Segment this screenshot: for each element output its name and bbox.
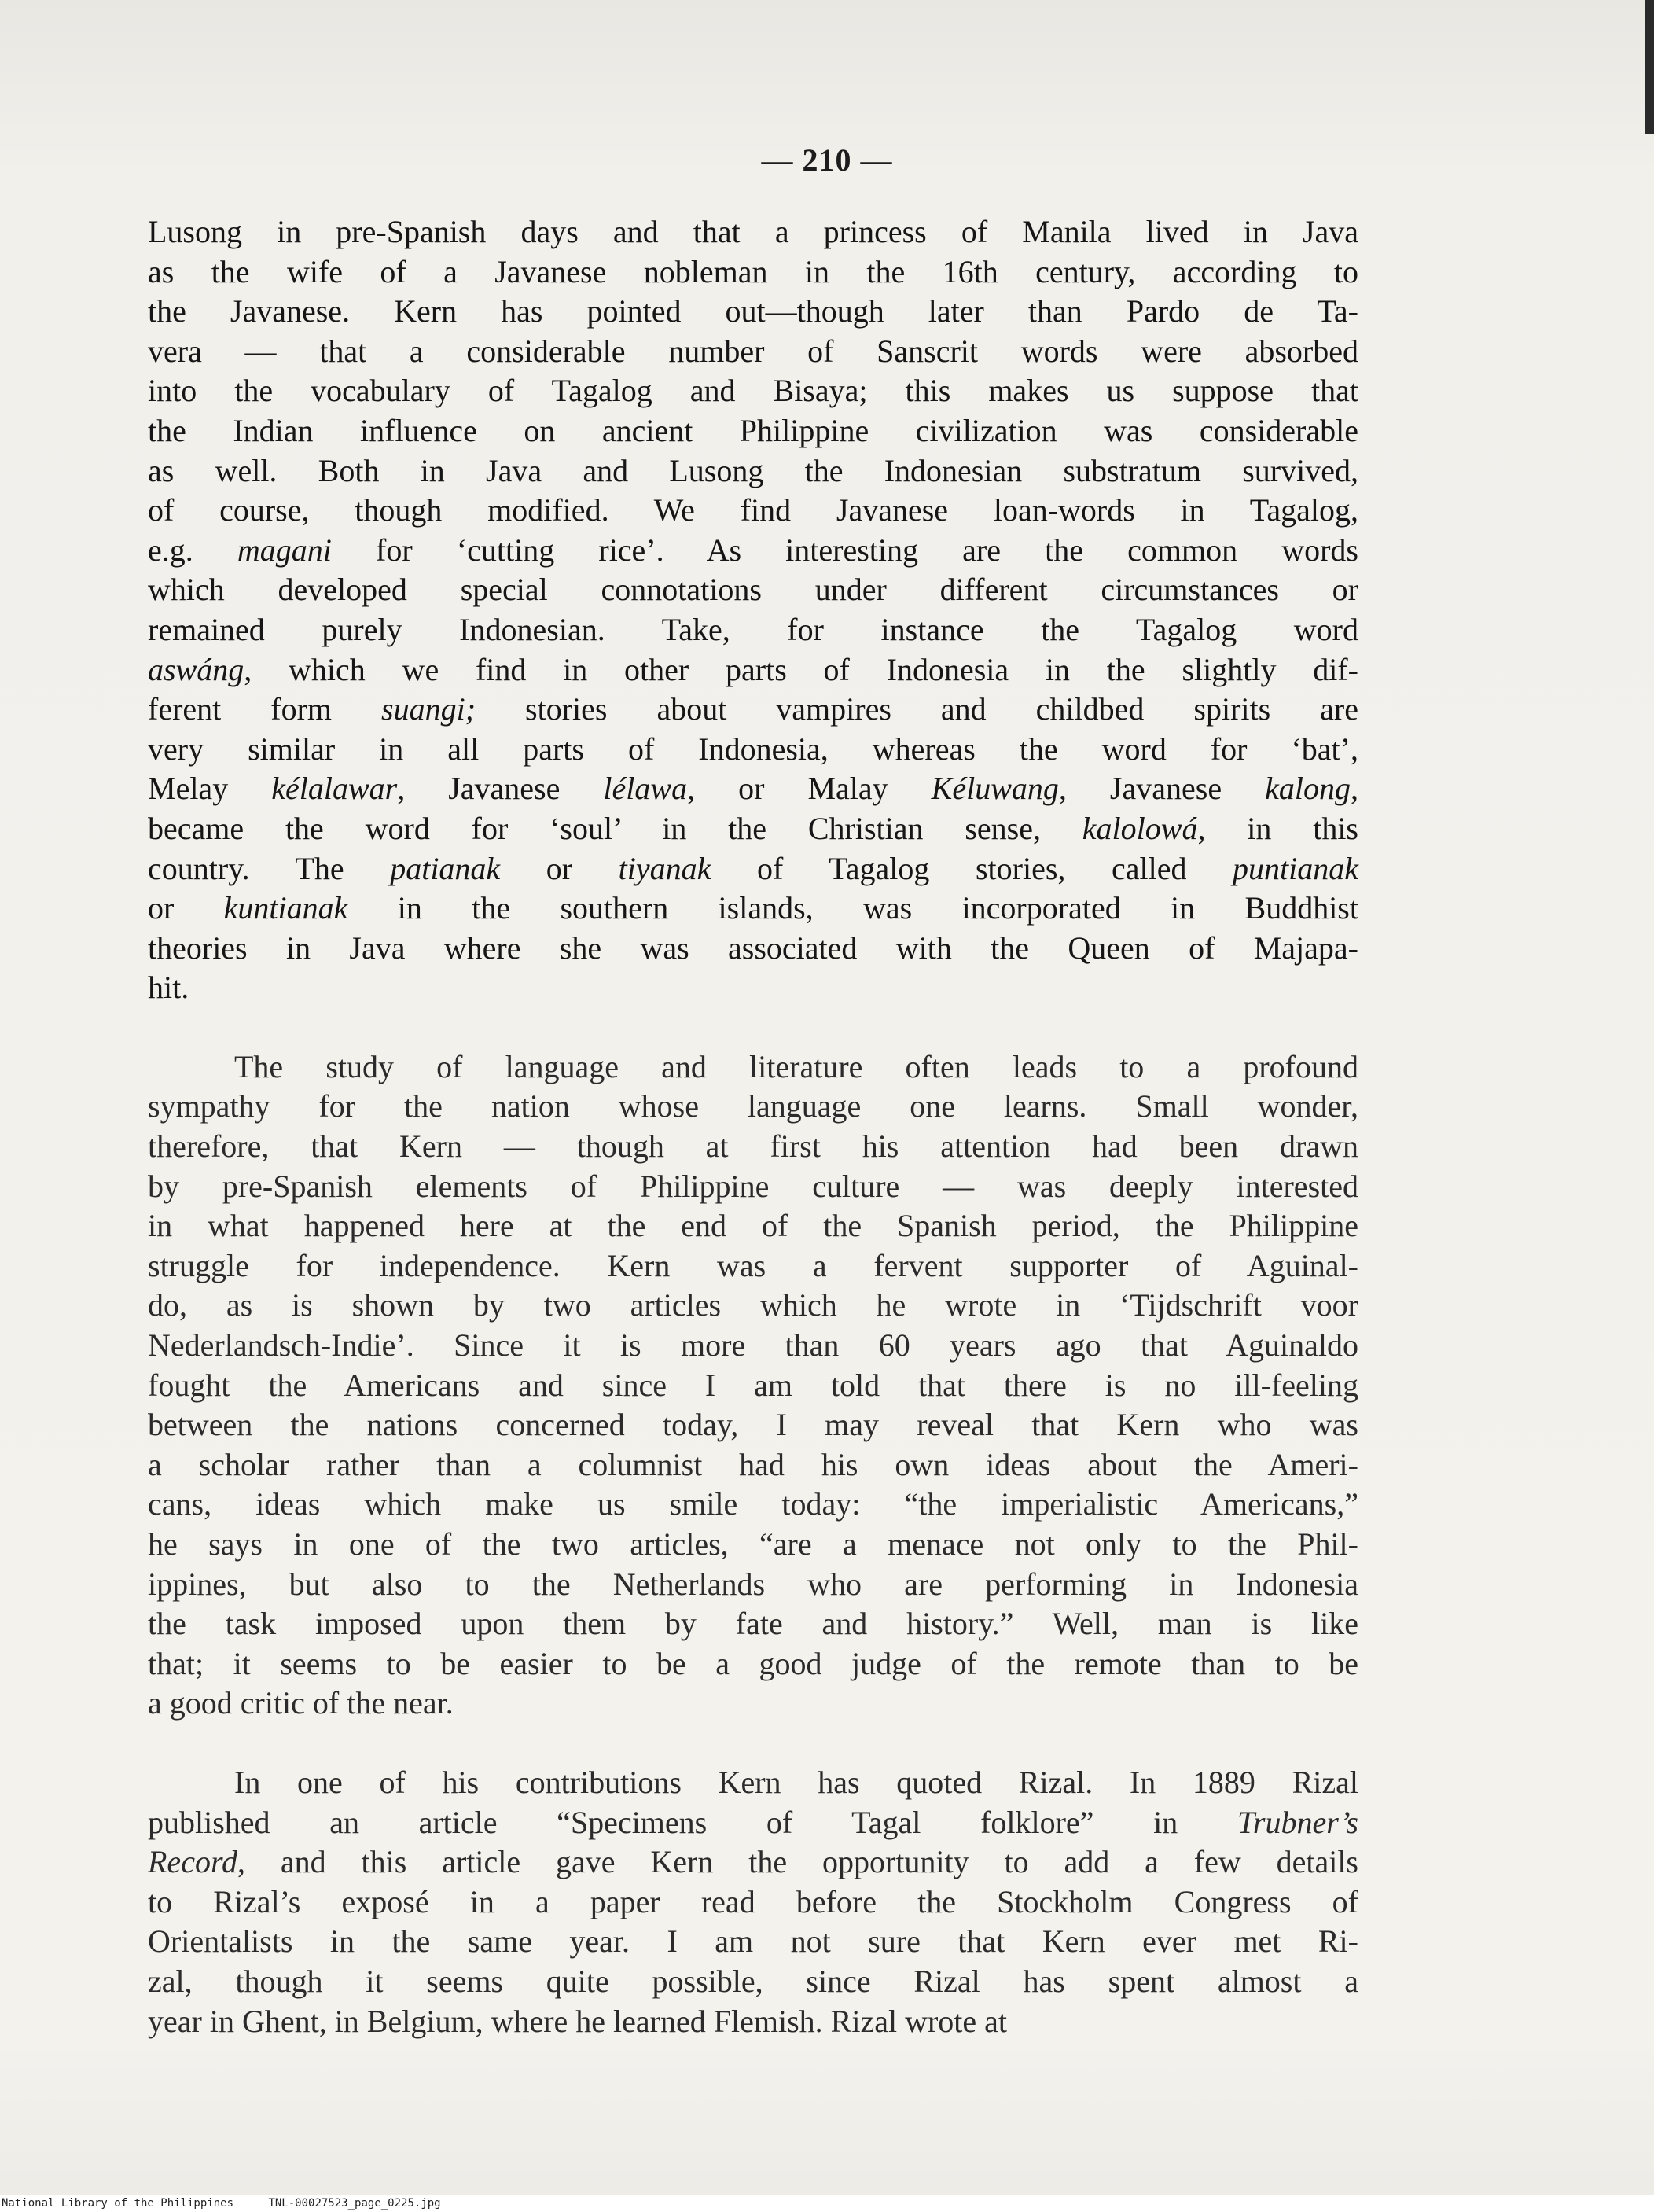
text-run: hit. (148, 970, 189, 1006)
text-line (148, 1206, 1358, 1246)
italic-term: tiyanak (618, 850, 711, 886)
paragraph-3 (148, 1763, 1358, 2041)
footer-filename: TNL-00027523_page_0225.jpg (268, 2197, 441, 2210)
paragraph-gap (148, 1008, 1358, 1047)
text-line (148, 570, 1358, 610)
text-run: ippines, but also to the Netherlands who are performing in Indonesia (148, 1566, 1358, 1602)
text-line (148, 1047, 1358, 1088)
text-line (148, 2002, 1358, 2042)
text-run: theories in Java where she was associated with the Queen of Majapa- (148, 929, 1358, 966)
italic-term: lélawa (603, 771, 688, 807)
italic-term: kélalawar (271, 771, 398, 807)
text-run: became the word for ‘soul’ in the Christian sense, (148, 810, 1082, 846)
text-line (148, 1366, 1358, 1406)
text-run: as well. Both in Java and Lusong the Indonesian substratum survived, (148, 452, 1358, 488)
text-line (148, 690, 1358, 730)
italic-term: patianak (390, 850, 501, 886)
text-line (148, 1525, 1358, 1565)
text-run: which developed special connotations under different circumstances or (148, 572, 1358, 608)
text-run: , and this article gave Kern the opportunity to add a few details (237, 1844, 1358, 1880)
text-line (148, 1604, 1358, 1644)
text-line (148, 1565, 1358, 1605)
text-line (148, 1962, 1358, 2002)
text-line (148, 1246, 1358, 1286)
paragraph-2 (148, 1047, 1358, 1724)
text-run: Melay (148, 771, 272, 807)
italic-term: kalong (1265, 771, 1351, 807)
text-run: cans, ideas which make us smile today: “the imperialistic Americans,” (148, 1486, 1358, 1522)
paragraph-1 (148, 212, 1358, 1008)
text-run: vera — that a considerable number of Sanscrit words were absorbed (148, 333, 1358, 369)
scan-edge-shadow (1645, 0, 1654, 134)
text-run: or (148, 890, 224, 926)
text-line (148, 1286, 1358, 1326)
text-run: country. The (148, 850, 391, 886)
paragraph-gap (148, 1724, 1358, 1763)
text-run: year in Ghent, in Belgium, where he learned Flemish. Rizal wrote at (148, 2003, 1008, 2039)
text-line (148, 1485, 1358, 1525)
text-line (148, 1167, 1358, 1207)
text-line (148, 1684, 1358, 1724)
text-run: very similar in all parts of Indonesia, whereas the word for ‘bat’, (148, 731, 1358, 767)
text-line (148, 371, 1358, 411)
text-run: a good critic of the near. (148, 1685, 454, 1721)
text-line (148, 332, 1358, 372)
text-run: remained purely Indonesian. Take, for instance the Tagalog word (148, 611, 1358, 647)
text-run: e.g. (148, 532, 237, 568)
text-line (148, 1883, 1358, 1923)
text-line (148, 252, 1358, 293)
text-run: Nederlandsch-Indie’. Since it is more than 60 years ago that Aguinaldo (148, 1327, 1358, 1364)
text-line (148, 968, 1358, 1008)
text-run: that; it seems to be easier to be a good judge of the remote than to be (148, 1645, 1358, 1681)
text-run: stories about vampires and childbed spirits are (476, 691, 1359, 727)
body-text (148, 212, 1358, 2041)
text-run: published an article “Specimens of Tagal folklore” in (148, 1804, 1237, 1840)
text-line (148, 889, 1358, 929)
text-run: of course, though modified. We find Javanese loan-words in Tagalog, (148, 492, 1358, 528)
text-run: struggle for independence. Kern was a fervent supporter of Aguinal- (148, 1247, 1358, 1283)
text-line (148, 1127, 1358, 1167)
text-run: the Indian influence on ancient Philippine civilization was considerable (148, 412, 1358, 448)
text-line (148, 212, 1358, 252)
text-run: , Javanese (397, 771, 604, 807)
text-run: of Tagalog stories, called (711, 850, 1233, 886)
italic-term: Trubner’s (1237, 1804, 1358, 1840)
scan-footer (0, 2195, 1654, 2212)
text-run: , which we find in other parts of Indonesia in the slightly dif- (244, 651, 1358, 687)
text-run: the task imposed upon them by fate and history.” Well, man is like (148, 1606, 1358, 1642)
text-line (148, 1922, 1358, 1962)
text-line (148, 1405, 1358, 1445)
text-run: the Javanese. Kern has pointed out—though later than Pardo de Ta- (148, 293, 1358, 329)
italic-term: aswáng (148, 651, 244, 687)
page-number: — 210 — (761, 142, 893, 178)
text-line (148, 929, 1358, 969)
text-run: to Rizal’s exposé in a paper read before the Stockholm Congress of (148, 1883, 1358, 1919)
text-line (148, 1763, 1358, 1803)
text-run: in the southern islands, was incorporated in Buddhist (347, 890, 1358, 926)
italic-term: suangi; (381, 691, 476, 727)
text-run: a scholar rather than a columnist had his own ideas about the Ameri- (148, 1446, 1358, 1482)
text-run: Lusong in pre-Spanish days and that a princess of Manila lived in Java (148, 214, 1358, 249)
text-run: fought the Americans and since I am told that there is no ill-feeling (148, 1367, 1358, 1403)
text-line (148, 769, 1358, 809)
text-line (148, 730, 1358, 770)
text-run: do, as is shown by two articles which he wrote in ‘Tijdschrift voor (148, 1287, 1358, 1323)
text-run: Orientalists in the same year. I am not sure that Kern ever met Ri- (148, 1923, 1358, 1960)
text-line (148, 292, 1358, 332)
text-run: The study of language and literature often leads to a profound (234, 1048, 1358, 1084)
text-line (148, 1644, 1358, 1684)
text-line (148, 610, 1358, 650)
text-run: in what happened here at the end of the Spanish period, the Philippine (148, 1208, 1358, 1244)
text-run: he says in one of the two articles, “are a menace not only to the Phil- (148, 1526, 1358, 1562)
text-line (148, 650, 1358, 690)
text-run: , (1350, 771, 1358, 807)
text-run: ferent form (148, 691, 382, 727)
text-line (148, 1326, 1358, 1366)
text-line (148, 451, 1358, 491)
italic-term: puntianak (1233, 850, 1359, 886)
text-run: In one of his contributions Kern has quoted Rizal. In 1889 Rizal (234, 1764, 1358, 1800)
text-run: therefore, that Kern — though at first his attention had been drawn (148, 1128, 1358, 1165)
text-run: between the nations concerned today, I may reveal that Kern who was (148, 1407, 1358, 1443)
text-run: , Javanese (1058, 771, 1266, 807)
text-run: as the wife of a Javanese nobleman in the 16th century, according to (148, 253, 1358, 289)
text-run: for ‘cutting rice’. As interesting are the common words (331, 532, 1359, 568)
text-run: into the vocabulary of Tagalog and Bisaya; this makes us suppose that (148, 373, 1358, 409)
text-run: by pre-Spanish elements of Philippine culture — was deeply interested (148, 1168, 1358, 1204)
text-run: zal, though it seems quite possible, since Rizal has spent almost a (148, 1963, 1358, 1999)
italic-term: Record (148, 1844, 238, 1880)
text-run: sympathy for the nation whose language one learns. Small wonder, (148, 1088, 1358, 1124)
italic-term: magani (237, 532, 332, 568)
footer-library: National Library of the Philippines (2, 2197, 234, 2210)
text-line (148, 809, 1358, 849)
text-run: or (500, 850, 619, 886)
text-line (148, 411, 1358, 451)
text-run: , or Malay (687, 771, 932, 807)
italic-term: kuntianak (223, 890, 348, 926)
text-line (148, 1445, 1358, 1485)
text-line (148, 531, 1358, 571)
italic-term: Kéluwang (931, 771, 1059, 807)
text-line (148, 849, 1358, 889)
text-line (148, 1842, 1358, 1883)
text-line (148, 1803, 1358, 1843)
text-line (148, 491, 1358, 531)
italic-term: kalolowá (1082, 810, 1198, 846)
text-line (148, 1087, 1358, 1127)
text-run: , in this (1197, 810, 1358, 846)
